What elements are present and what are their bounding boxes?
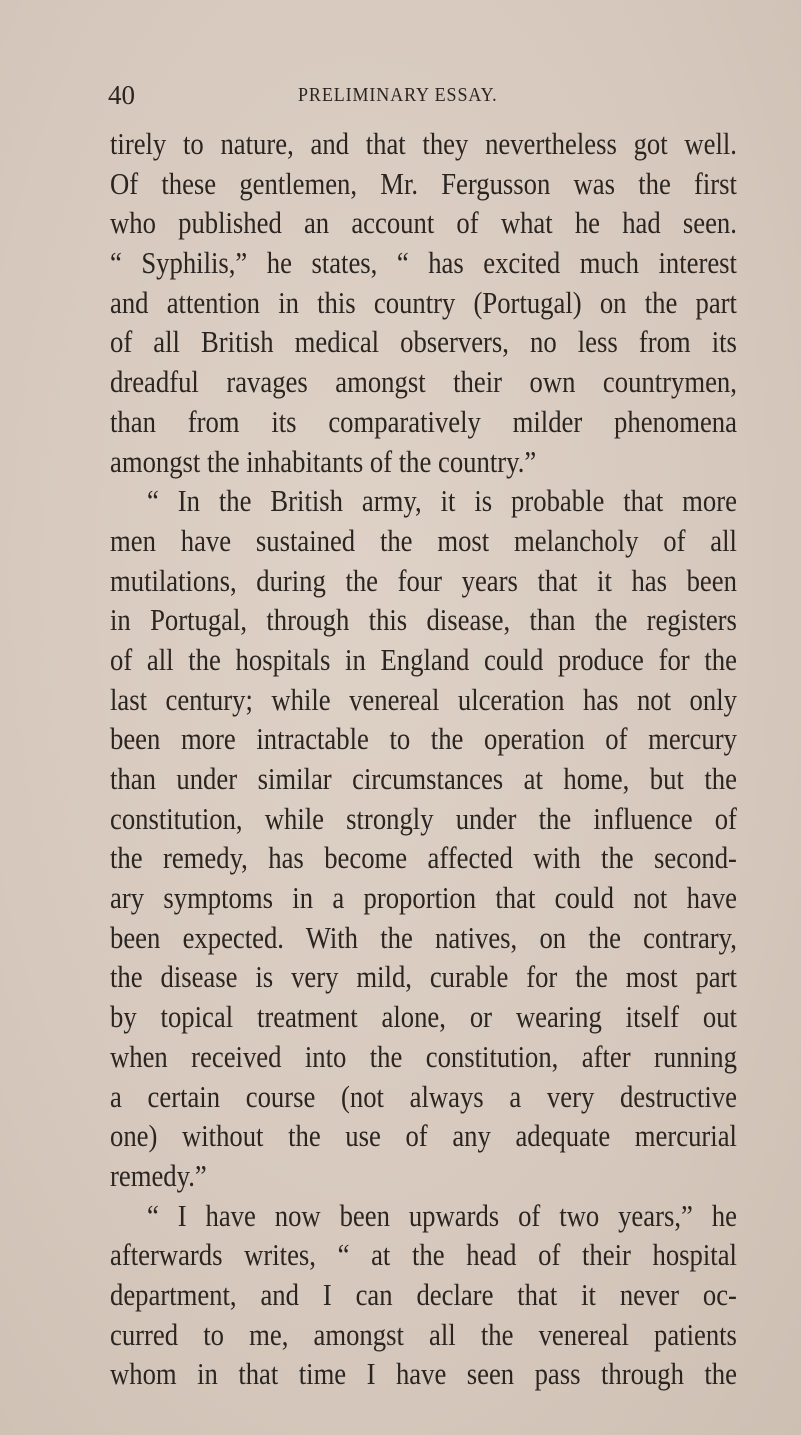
text-line: and attention in this country (Portugal) on the part [110, 284, 737, 320]
text-line: of all the hospitals in England could produce for the [110, 641, 737, 677]
body-text [110, 124, 737, 1394]
text-line: last century; while venereal ulceration has not only [110, 681, 737, 717]
text-line: ary symptoms in a proportion that could not have [110, 880, 737, 916]
text-line: men have sustained the most melancholy of all [110, 522, 737, 558]
text-line: afterwards writes, “ at the head of their hospital [110, 1237, 737, 1273]
text-line: whom in that time I have seen pass through the [110, 1356, 737, 1392]
text-line: remedy.” [110, 1157, 207, 1193]
text-line: “ In the British army, it is probable that more [146, 483, 737, 519]
text-line: constitution, while strongly under the influence of [110, 800, 737, 836]
text-line: been more intractable to the operation of mercury [110, 721, 737, 757]
text-line: when received into the constitution, after running [110, 1038, 737, 1074]
text-line: by topical treatment alone, or wearing itself out [110, 999, 737, 1035]
text-line: curred to me, amongst all the venereal patients [110, 1316, 737, 1352]
text-line: in Portugal, through this disease, than the registers [110, 602, 737, 638]
text-line: a certain course (not always a very destructive [110, 1078, 737, 1114]
text-line: amongst the inhabitants of the country.” [110, 443, 537, 479]
text-line: than from its comparatively milder phenomena [110, 403, 737, 439]
text-line: Of these gentlemen, Mr. Fergusson was the first [110, 165, 737, 201]
text-line: one) without the use of any adequate mercurial [110, 1118, 737, 1154]
text-line: “ I have now been upwards of two years,” he [146, 1197, 737, 1233]
text-line: mutilations, during the four years that it has been [110, 562, 737, 598]
text-line: of all British medical observers, no less from its [110, 324, 737, 360]
text-line: department, and I can declare that it never oc- [110, 1276, 737, 1312]
text-line: “ Syphilis,” he states, “ has excited much interest [110, 245, 737, 281]
text-line: been expected. With the natives, on the contrary, [110, 919, 737, 955]
text-line: than under similar circumstances at home, but the [110, 761, 737, 796]
text-line: dreadful ravages amongst their own countrymen, [110, 364, 737, 400]
text-line: the disease is very mild, curable for the most part [110, 959, 737, 995]
page-header [108, 80, 738, 114]
text-line: who published an account of what he had seen. [110, 205, 737, 241]
text-line: the remedy, has become affected with the second- [110, 840, 737, 876]
running-title: PRELIMINARY ESSAY. [298, 84, 498, 106]
page-number: 40 [108, 80, 135, 110]
text-line: tirely to nature, and that they nevertheless got well. [110, 126, 737, 161]
